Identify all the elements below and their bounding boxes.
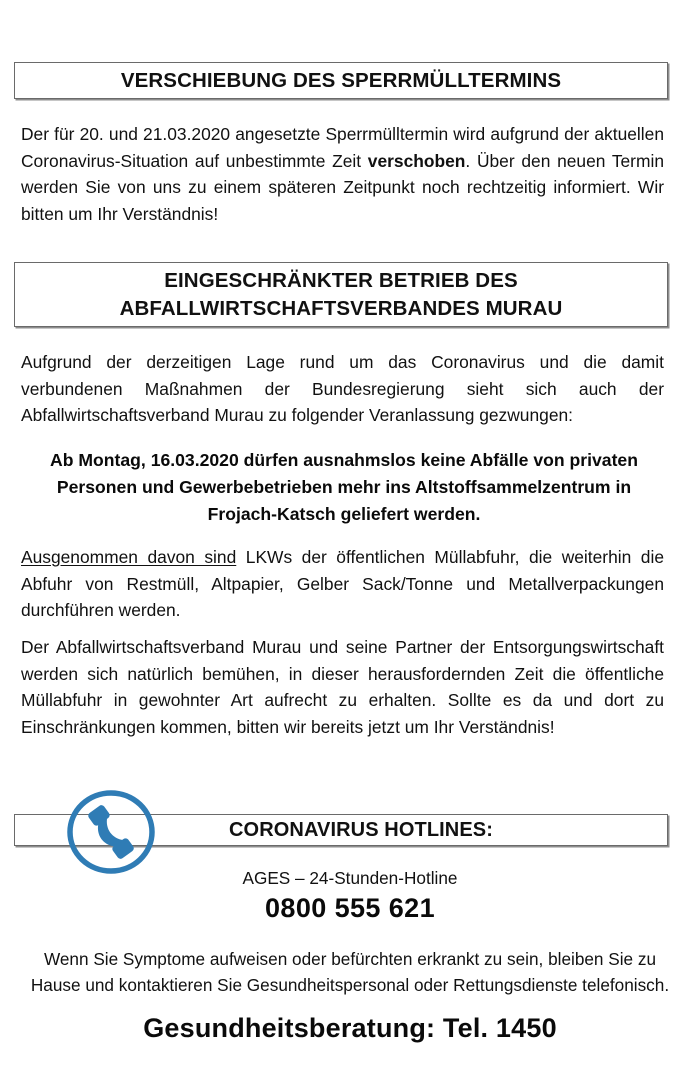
heading-box-sperrmuell (14, 62, 668, 99)
paragraph-closing-partner: Der Abfallwirtschaftsverband Murau und seine Partner der Entsorgungswirtschaft werden sich natürlich bemühen, in dieser herausfordernden Zeit die öffentliche Müllabfuhr in gewohnter Art aufrecht zu erhalten. Sollte es da und dort zu Einschränkungen kommen, bitten wir bereits jetzt um Ihr Verständnis! (21, 637, 664, 737)
sperrmuell-text-before-bold: Der für 20. und 21.03.2020 angesetzte Sperrmülltermin wird aufgrund der aktuellen Coronavirus-Situation auf unbestimmte Zeit (21, 124, 664, 171)
sperrmuell-bold-verschoben: verschoben (367, 150, 466, 171)
phone-circle-icon (64, 788, 158, 876)
heading-betrieb-group (120, 267, 563, 322)
sperrmuell-text-after-bold: . Über den neuen Termin werden Sie von uns zu einem späteren Zeitpunkt noch rechtzeitig informiert. Wir bitten um Ihr Verständnis! (21, 150, 664, 224)
paragraph-emphasis-ab-montag: Ab Montag, 16.03.2020 dürfen ausnahmslos keine Abfälle von privaten Personen und Gewerbebetrieben mehr ins Altstoffsammelzentrum in Frojach-Katsch geliefert werden. (50, 450, 638, 524)
heading-box-eingeschraenkter-betrieb (14, 262, 668, 327)
ausgenommen-underlined-lead: Ausgenommen davon sind (21, 547, 237, 567)
health-advice-hotline: Gesundheitsberatung: Tel. 1450 (143, 1013, 557, 1043)
symptoms-advice-text: Wenn Sie Symptome aufweisen oder befürchten erkrankt zu sein, bleiben Sie zu Hause und kontaktieren Sie Gesundheitspersonal oder Rettungsdienste telefonisch. (30, 949, 670, 995)
heading-coronavirus-hotlines: CORONAVIRUS HOTLINES: (229, 818, 493, 841)
heading-sperrmuell: VERSCHIEBUNG DES SPERRMÜLLTERMINS (120, 68, 562, 92)
ausgenommen-rest: LKWs der öffentlichen Müllabfuhr, die weiterhin die Abfuhr von Restmüll, Altpapier, Gelber Sack/Tonne und Metallverpackungen durchführen werden. (21, 547, 664, 620)
paragraph-ausgenommen (21, 544, 664, 624)
heading-betrieb-line-2: ABFALLWIRTSCHAFTSVERBANDES MURAU (119, 296, 563, 320)
ages-hotline-label: AGES – 24-Stunden-Hotline (242, 868, 458, 888)
ages-hotline-number: 0800 555 621 (265, 893, 435, 923)
heading-betrieb-line-1: EINGESCHRÄNKTER BETRIEB DES (164, 269, 518, 293)
paragraph-intro-aufgrund: Aufgrund der derzeitigen Lage rund um das Coronavirus und die damit verbundenen Maßnahmen der Bundesregierung sieht sich auch der Abfallwirtschaftsverband Murau zu folgender Veranlassung gezwungen: (21, 352, 664, 425)
paragraph-sperrmuell (21, 121, 664, 227)
